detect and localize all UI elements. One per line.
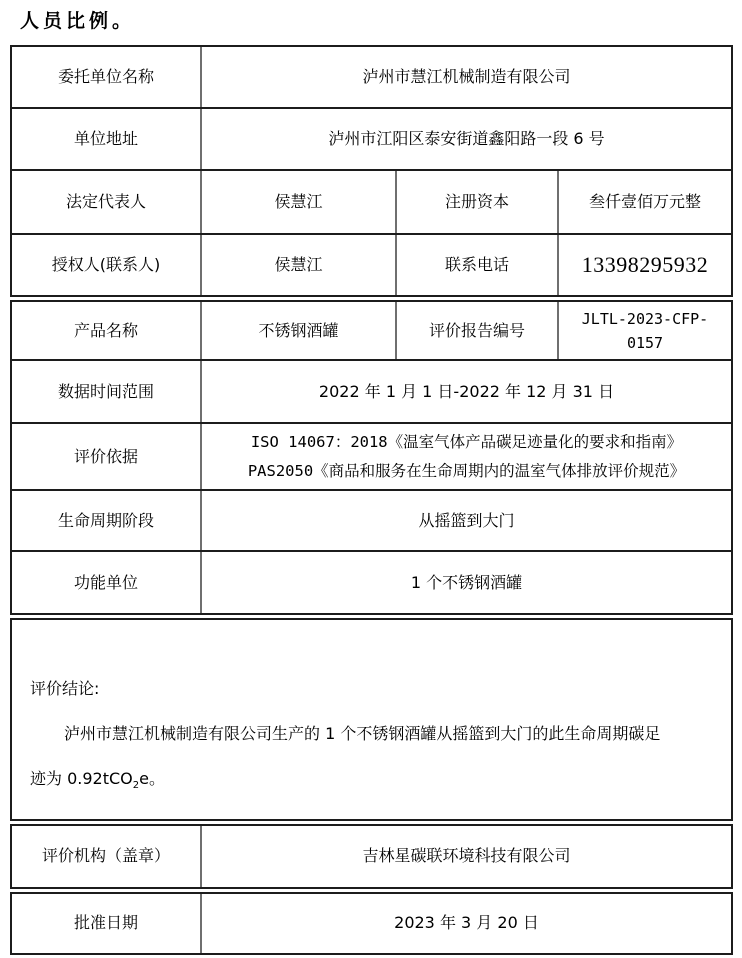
address-label: 单位地址	[73, 129, 138, 149]
product-name-value: 不锈钢酒罐	[200, 302, 395, 359]
report-number-value: JLTL-2023-CFP-0157	[557, 302, 731, 359]
table-row-approval-date	[12, 894, 731, 953]
table-row-data-period	[12, 359, 731, 422]
lifecycle-stage-value: 从摇篮到大门	[200, 491, 731, 550]
conclusion-co2-suffix: e。	[139, 769, 165, 789]
approval-date-value: 2023 年 3 月 20 日	[200, 894, 731, 953]
table-row-address	[12, 107, 731, 169]
conclusion-co2-subscript: 2	[132, 780, 140, 792]
section-client-info	[10, 45, 733, 297]
table-row-client	[12, 47, 731, 107]
approval-date-label: 批准日期	[73, 913, 138, 933]
data-period-label: 数据时间范围	[57, 381, 154, 401]
client-value: 泸州市慧江机械制造有限公司	[200, 47, 731, 107]
table-row-product	[12, 302, 731, 359]
table-row-lifecycle-stage	[12, 489, 731, 550]
product-name-label: 产品名称	[73, 320, 138, 340]
client-label: 委托单位名称	[57, 67, 154, 87]
lifecycle-stage-label: 生命周期阶段	[57, 511, 154, 531]
authorized-person-label: 授权人(联系人)	[51, 255, 161, 275]
address-value: 泸州市江阳区泰安街道鑫阳路一段 6 号	[200, 109, 731, 169]
conclusion-body-line1: 泸州市慧江机械制造有限公司生产的 1 个不锈钢酒罐从摇篮到大门的此生命周期碳足	[64, 724, 661, 744]
functional-unit-label: 功能单位	[73, 573, 138, 593]
section-product-info	[10, 300, 733, 615]
registered-capital-value: 叁仟壹佰万元整	[557, 171, 731, 233]
section-conclusion	[10, 618, 733, 820]
functional-unit-value: 1 个不锈钢酒罐	[200, 552, 731, 613]
table-row-evaluation-basis	[12, 422, 731, 489]
legal-rep-label: 法定代表人	[65, 192, 146, 212]
evaluation-basis-label: 评价依据	[73, 446, 138, 466]
table-row-authorized-person	[12, 233, 731, 295]
authorized-person-value: 侯慧江	[200, 235, 395, 295]
table-row-agency	[12, 826, 731, 887]
legal-rep-value: 侯慧江	[200, 171, 395, 233]
conclusion-co2-prefix: 迹为 0.92tCO	[30, 769, 133, 789]
data-period-value: 2022 年 1 月 1 日-2022 年 12 月 31 日	[200, 361, 731, 422]
section-agency	[10, 824, 733, 889]
agency-label: 评价机构（盖章）	[41, 846, 170, 866]
table-row-functional-unit	[12, 550, 731, 613]
contact-phone-label: 联系电话	[395, 235, 557, 295]
section-approval-date	[10, 892, 733, 955]
contact-phone-value: 13398295932	[557, 235, 731, 295]
agency-value: 吉林星碳联环境科技有限公司	[200, 826, 731, 887]
conclusion-body-line2	[30, 756, 715, 808]
lead-paragraph-fragment: 人员比例。	[20, 10, 136, 32]
evaluation-basis-line2: PAS2050《商品和服务在生命周期内的温室气体排放评价规范》	[247, 461, 686, 480]
registered-capital-label: 注册资本	[395, 171, 557, 233]
evaluation-basis-value	[200, 424, 731, 489]
conclusion-box	[12, 620, 731, 818]
info-table	[10, 45, 733, 955]
conclusion-heading: 评价结论:	[30, 679, 100, 699]
table-row-legal-rep	[12, 169, 731, 233]
evaluation-basis-line1: ISO 14067：2018《温室气体产品碳足迹量化的要求和指南》	[250, 433, 683, 451]
report-number-label: 评价报告编号	[395, 302, 557, 359]
